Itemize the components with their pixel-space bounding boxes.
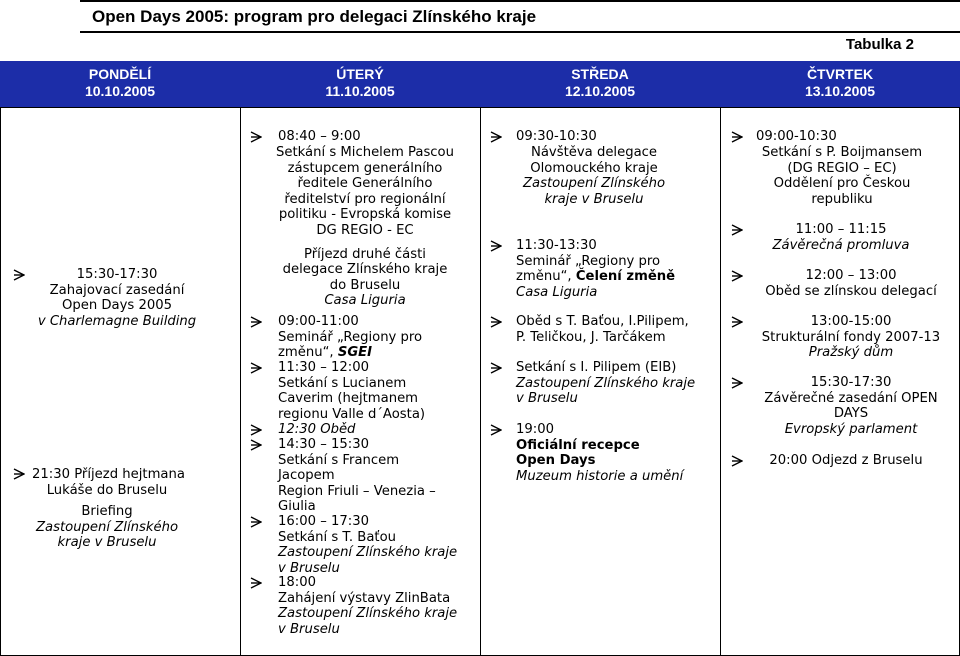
event-text: 20:00 Odjezd z Bruselu <box>769 453 923 468</box>
bullet-arrow-icon <box>250 131 264 146</box>
event-text: Olomouckého kraje <box>530 160 658 176</box>
event-time: 15:30-17:30 <box>810 375 892 390</box>
day-name: PONDĚLÍ <box>88 66 152 82</box>
event-place: Casa Liguria <box>516 284 598 300</box>
event-place: Casa Liguria <box>324 293 406 309</box>
bullet-arrow-icon <box>731 270 745 285</box>
event-exhibition <box>278 575 468 637</box>
event-text: Zahajovací zasedání <box>49 282 185 298</box>
event-text: do Bruselu <box>329 277 401 293</box>
event-text: Giulia <box>278 499 316 515</box>
event-text: změnu“, <box>516 269 576 285</box>
event-time: 11:30 – 12:00 <box>278 360 369 375</box>
event-text: Příjezd druhé části <box>304 246 426 262</box>
event-boijmans-time <box>756 129 916 145</box>
event-text: Jacopem <box>278 468 335 484</box>
day-name: ÚTERÝ <box>336 66 384 82</box>
event-time: 11:30-13:30 <box>516 238 597 253</box>
event-pascou-text <box>268 145 462 309</box>
event-text: (DG REGIO – EC) <box>787 160 897 176</box>
event-time: 08:40 – 9:00 <box>278 129 361 144</box>
event-lunch-zlin <box>756 268 946 299</box>
event-text: 21:30 Příjezd hejtmana <box>32 467 185 482</box>
day-name: ČTVRTEK <box>806 66 874 82</box>
event-text-line <box>278 345 458 361</box>
event-pilip <box>516 360 706 407</box>
event-text: politiku - Evropská komise <box>278 207 452 223</box>
event-text: Závěrečná promluva <box>772 237 910 253</box>
event-text: Setkání s Francem <box>278 452 400 468</box>
event-text: Setkání s I. Pilipem (EIB) <box>516 360 677 375</box>
event-text: Setkání s T. Baťou <box>278 529 397 545</box>
event-place: Evropský parlament <box>784 421 918 437</box>
event-text: Zahájení výstavy ZlinBata <box>278 590 451 606</box>
bullet-arrow-icon <box>490 424 504 439</box>
event-pascou <box>278 129 452 145</box>
event-text: 12:30 Oběd <box>278 422 356 437</box>
event-time: 09:30-10:30 <box>516 129 597 144</box>
event-text: delegace Zlínského kraje <box>282 262 448 278</box>
event-text: Region Friuli – Venezia – <box>278 483 436 499</box>
bullet-arrow-icon <box>731 224 745 239</box>
event-text-bold: Čelení změně <box>575 269 676 285</box>
bullet-arrow-icon <box>490 240 504 255</box>
bullet-arrow-icon <box>490 362 504 377</box>
event-lunch <box>278 422 458 438</box>
bullet-arrow-icon <box>250 316 264 331</box>
event-place: v Bruselu <box>278 560 340 576</box>
event-text: republiku <box>811 191 873 207</box>
event-text-bold: Oficiální recepce <box>516 437 640 453</box>
bullet-arrow-icon <box>731 316 745 331</box>
document-title: Open Days 2005: program pro delegaci Zlínského kraje <box>92 7 537 26</box>
event-text: Setkání s Lucianem <box>278 375 407 391</box>
event-boijmans <box>752 145 932 207</box>
event-text: Seminář „Regiony pro <box>516 253 661 269</box>
day-date: 10.10.2005 <box>84 83 156 99</box>
bullet-arrow-icon <box>13 269 27 284</box>
event-time: 14:30 – 15:30 <box>278 437 369 452</box>
event-departure <box>756 453 936 469</box>
event-place: v Bruselu <box>278 621 340 637</box>
event-time: 16:00 – 17:30 <box>278 514 369 529</box>
event-text: Setkání s Michelem Pascou <box>276 145 454 160</box>
bullet-arrow-icon <box>250 424 264 439</box>
event-text: P. Teličkou, J. Tarčákem <box>516 329 666 345</box>
event-seminar <box>278 314 458 361</box>
event-reception <box>516 422 706 484</box>
bullet-arrow-icon <box>13 468 27 483</box>
event-text: Závěrečné zasedání OPEN <box>764 390 938 406</box>
event-text: ředitele Generálního <box>297 176 433 192</box>
bullet-arrow-icon <box>250 439 264 454</box>
column-monday <box>0 0 240 656</box>
event-olomouc <box>504 145 684 207</box>
event-text: Návštěva delegace <box>530 145 658 160</box>
bullet-arrow-icon <box>490 316 504 331</box>
event-text-bold: Open Days <box>516 453 596 469</box>
bullet-arrow-icon <box>250 577 264 592</box>
event-place: kraje v Bruselu <box>57 535 157 551</box>
event-place: Zastoupení Zlínského <box>522 176 666 192</box>
event-text: Briefing <box>81 504 133 520</box>
event-olomouc-time <box>516 129 666 145</box>
event-text: Lukáše do Bruselu <box>46 482 168 498</box>
bullet-arrow-icon <box>490 131 504 146</box>
bullet-arrow-icon <box>731 455 745 470</box>
day-name: STŘEDA <box>571 66 629 82</box>
event-place: v Charlemagne Building <box>37 313 197 329</box>
event-text: Caverim (hejtmanem <box>278 391 419 407</box>
event-place: kraje v Bruselu <box>544 191 644 207</box>
event-time: 11:00 – 11:15 <box>795 222 887 237</box>
event-closing-speech <box>756 222 926 253</box>
event-text: Oběd s T. Baťou, I.Pilipem, <box>516 314 689 329</box>
event-text: změnu“, <box>278 345 338 361</box>
event-time: 09:00-11:00 <box>278 314 359 329</box>
event-caverim <box>278 360 458 422</box>
event-time: 09:00-10:30 <box>756 129 837 144</box>
event-text: regionu Valle d´Aosta) <box>278 406 426 422</box>
event-bata <box>278 514 468 576</box>
event-time: 18:00 <box>278 575 317 590</box>
event-time: 13:00-15:00 <box>810 314 892 329</box>
column-wednesday <box>480 0 720 656</box>
event-jacopem <box>278 437 468 515</box>
column-thursday <box>720 0 960 656</box>
event-text: Strukturální fondy 2007-13 <box>761 329 941 345</box>
table-label: Tabulka 2 <box>845 36 914 53</box>
bullet-arrow-icon <box>250 516 264 531</box>
event-text: DG REGIO - EC <box>316 222 414 238</box>
event-text-bold: SGEI <box>337 345 373 361</box>
event-text: Oběd se zlínskou delegací <box>765 283 937 299</box>
bullet-arrow-icon <box>731 377 745 392</box>
day-date: 13.10.2005 <box>804 83 876 99</box>
event-arrival <box>32 467 185 551</box>
event-text: Open Days 2005 <box>61 298 173 314</box>
event-text: ředitelství pro regionální <box>284 191 446 207</box>
event-time: 12:00 – 13:00 <box>805 268 897 283</box>
event-place: Pražský dům <box>808 345 894 361</box>
bullet-arrow-icon <box>731 131 745 146</box>
day-date: 12.10.2005 <box>564 83 636 99</box>
event-lunch-bata <box>516 314 706 345</box>
event-text: Seminář „Regiony pro <box>278 329 423 345</box>
day-date: 11.10.2005 <box>325 83 395 99</box>
event-place: Zastoupení Zlínského kraje <box>278 545 458 561</box>
event-structural-funds <box>756 314 946 361</box>
event-text: Oddělení pro Českou <box>773 176 911 192</box>
event-text: zástupcem generálního <box>287 160 443 176</box>
event-place: v Bruselu <box>516 391 578 407</box>
event-place: Zastoupení Zlínského kraje <box>278 606 458 622</box>
event-time: 19:00 <box>516 422 555 437</box>
event-text: Setkání s P. Boijmansem <box>761 145 923 160</box>
event-opening <box>32 267 202 329</box>
event-seminar-change <box>516 238 696 300</box>
event-text-line <box>516 269 696 285</box>
event-text: DAYS <box>833 406 869 422</box>
event-place: Zastoupení Zlínského kraje <box>516 375 696 391</box>
bullet-arrow-icon <box>250 362 264 377</box>
event-closing-session <box>756 375 946 437</box>
event-time: 15:30-17:30 <box>76 267 158 282</box>
event-place: Muzeum historie a umění <box>516 468 684 484</box>
event-place: Zastoupení Zlínského <box>35 519 179 535</box>
column-tuesday <box>240 0 480 656</box>
